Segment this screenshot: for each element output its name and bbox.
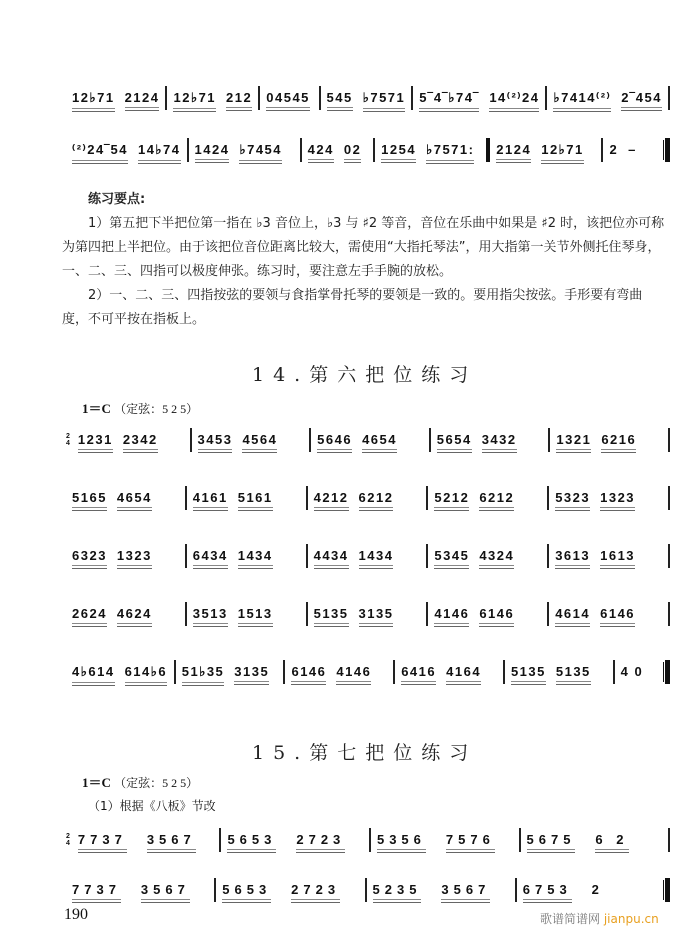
final-barline (665, 138, 670, 162)
note-group: – (628, 142, 637, 157)
measure (176, 664, 284, 686)
measure (187, 490, 306, 511)
section-title: 15.第七把位练习 (252, 742, 478, 764)
note-group: 4 0 (620, 664, 644, 679)
measure (431, 432, 549, 453)
note-group: 4324 (479, 548, 514, 569)
note-group: 6753 (523, 882, 572, 903)
score-row (66, 548, 670, 578)
note-group: 6323 (72, 548, 107, 569)
note-group: 02 (344, 142, 361, 163)
note-group: 2124 (125, 90, 160, 111)
time-signature: 2 4 (66, 433, 70, 447)
barline (668, 486, 670, 510)
note-group: 4624 (117, 606, 152, 627)
note-group: 5323 (555, 490, 590, 511)
note-group: 1424 (195, 142, 230, 163)
score-row (66, 882, 670, 912)
note-group: 12♭71 (72, 90, 115, 112)
note-group: 614♭6 (125, 664, 168, 686)
note-group: 6416 (401, 664, 436, 685)
measure (505, 664, 613, 685)
note-group: 2 (591, 882, 601, 897)
note-group: 1254 (381, 142, 416, 163)
practice-note-item: 1）第五把下半把位第一指在 ♭3 音位上，♭3 与 ♯2 等音，音位在乐曲中如果是 ♯2 时，该把位亦可称为第四把上半把位。由于该把位音位距离比较大，需使用“大指托琴法”，用大指第一关节外侧托住琴身，一、二、三、四指可以极度伸张。练习时，要注意左手手腕的放松。 (62, 216, 665, 279)
note-group: 5135 (556, 664, 591, 685)
note-group: 6146 (600, 606, 635, 627)
note-group: 1434 (238, 548, 273, 569)
score-row (66, 432, 670, 462)
measure (221, 832, 369, 853)
measure (187, 606, 306, 627)
note-group: 4161 (193, 490, 228, 511)
note-group: 6216 (601, 432, 636, 453)
measure (66, 490, 185, 511)
score-row (66, 606, 670, 636)
note-group: 2723 (291, 882, 340, 903)
barline (668, 544, 670, 568)
measure (189, 142, 300, 164)
note-group: 5675 (527, 832, 576, 853)
measure (413, 90, 545, 112)
tuning-label: （定弦：5 2 5） (114, 402, 199, 416)
score-row (66, 832, 670, 862)
note-group: 7576 (446, 832, 495, 853)
measure (66, 882, 214, 903)
practice-note-item: 2）一、二、三、四指按弦的要领与食指掌骨托琴的要领是一致的。要用指尖按弦。手形要有弯曲度，不可平按在指板上。 (62, 288, 643, 327)
note-group: 3567 (147, 832, 196, 853)
note-group: 5235 (373, 882, 422, 903)
measure (66, 606, 185, 627)
measure (308, 606, 427, 627)
note-group: 212 (226, 90, 252, 111)
note-group: 4164 (446, 664, 481, 685)
measure (72, 432, 190, 453)
final-barline (665, 660, 670, 684)
measure (321, 90, 412, 112)
key-label: 1＝C (82, 401, 111, 416)
practice-notes (62, 188, 668, 332)
barline (668, 602, 670, 626)
note-group: 5356 (377, 832, 426, 853)
note-group: 2124 (496, 142, 531, 163)
tuning-label: （定弦：5 2 5） (114, 776, 199, 790)
note-group: 5212 (434, 490, 469, 511)
note-group: 5135 (314, 606, 349, 627)
note-group: 3567 (441, 882, 490, 903)
note-group: 2723 (296, 832, 345, 853)
note-group: 12♭71 (173, 90, 216, 112)
measure (187, 548, 306, 569)
measure (375, 142, 486, 164)
score-row-top-1 (66, 90, 670, 120)
note-group: 5653 (222, 882, 271, 903)
note-group: 7737 (72, 882, 121, 903)
measure (428, 606, 547, 627)
measure (549, 548, 668, 569)
key-signature (82, 398, 198, 417)
note-group: 4212 (314, 490, 349, 511)
note-group: 4654 (117, 490, 152, 511)
measure (547, 90, 668, 112)
measure (308, 490, 427, 511)
note-group: 4146 (434, 606, 469, 627)
note-group: 424 (308, 142, 334, 163)
note-group: 1231 (78, 432, 113, 453)
note-group: 3513 (193, 606, 228, 627)
note-group: 1613 (600, 548, 635, 569)
measure (615, 664, 665, 684)
note-group: 3135 (234, 664, 269, 685)
note-group: 5654 (437, 432, 472, 453)
note-group: 6212 (359, 490, 394, 511)
score-row (66, 664, 670, 694)
measure (603, 142, 665, 162)
note-group: 2624 (72, 606, 107, 627)
measure (66, 142, 187, 164)
measure (517, 882, 665, 903)
note-group: 2‾454 (621, 90, 662, 111)
measure (66, 90, 165, 112)
final-barline (665, 878, 670, 902)
measure (549, 606, 668, 627)
measure (167, 90, 258, 112)
note-group: 1323 (600, 490, 635, 511)
measure (367, 882, 515, 903)
section-subtitle: （1）根据《八板》节改 (88, 799, 216, 813)
note-group: 4614 (555, 606, 590, 627)
note-group: 5345 (434, 548, 469, 569)
note-group: 545 (327, 90, 353, 111)
note-group: 5653 (227, 832, 276, 853)
note-group: 1513 (238, 606, 273, 627)
measure (302, 142, 373, 163)
key-signature (82, 772, 198, 791)
note-group: 6212 (479, 490, 514, 511)
note-group: ♭7571 (363, 90, 406, 112)
page-number: 190 (64, 906, 88, 923)
watermark (540, 910, 659, 927)
note-group: 3567 (141, 882, 190, 903)
score-row (66, 490, 670, 520)
time-signature: 2 4 (66, 833, 70, 847)
note-group: 5165 (72, 490, 107, 511)
measure (216, 882, 364, 903)
barline (668, 428, 670, 452)
note-group: 6146 (291, 664, 326, 685)
note-group: 04545 (266, 90, 310, 111)
measure (308, 548, 427, 569)
key-label: 1＝C (82, 775, 111, 790)
note-group: 1321 (556, 432, 591, 453)
note-group: 3613 (555, 548, 590, 569)
note-group: 51♭35 (182, 664, 225, 686)
barline (668, 86, 670, 110)
note-group: 12♭71 (541, 142, 584, 164)
measure (66, 664, 174, 686)
note-group: 4♭614 (72, 664, 115, 686)
measure (66, 548, 185, 569)
section-title: 14.第六把位练习 (252, 364, 478, 386)
note-group: ♭7571: (426, 142, 474, 164)
measure (521, 832, 669, 853)
note-group: 6 2 (595, 832, 628, 853)
note-group: 5135 (511, 664, 546, 685)
score-row-top-2 (66, 142, 670, 172)
measure (260, 90, 318, 111)
measure (395, 664, 503, 685)
measure (428, 490, 547, 511)
measure (490, 142, 601, 164)
note-group: 3135 (359, 606, 394, 627)
note-group: 3432 (482, 432, 517, 453)
watermark-text: 歌谱简谱网 (540, 912, 601, 926)
measure (549, 490, 668, 511)
note-group: ♭7414⁽²⁾ (553, 90, 611, 112)
measure (371, 832, 519, 853)
measure (72, 832, 220, 853)
note-group: 5161 (238, 490, 273, 511)
note-group: 5646 (317, 432, 352, 453)
measure (311, 432, 429, 453)
note-group: 1323 (117, 548, 152, 569)
note-group: ⁽²⁾24‾54 (72, 142, 128, 164)
practice-notes-heading: 练习要点: (88, 192, 146, 207)
note-group: 4654 (362, 432, 397, 453)
note-group: ♭7454 (239, 142, 282, 164)
note-group: 4146 (336, 664, 371, 685)
note-group: 5‾4‾♭74‾ (419, 90, 479, 112)
note-group: 4564 (242, 432, 277, 453)
note-group: 2 (609, 142, 619, 157)
measure (550, 432, 668, 453)
note-group: 14♭74 (138, 142, 181, 164)
note-group: 14⁽²⁾24 (489, 90, 539, 112)
watermark-domain: jianpu.cn (603, 912, 659, 926)
note-group: 1434 (359, 548, 394, 569)
note-group: 3453 (198, 432, 233, 453)
measure (428, 548, 547, 569)
note-group: 4434 (314, 548, 349, 569)
measure (285, 664, 393, 685)
measure (192, 432, 310, 453)
note-group: 2342 (123, 432, 158, 453)
barline (668, 828, 670, 852)
note-group: 6146 (479, 606, 514, 627)
note-group: 6434 (193, 548, 228, 569)
note-group: 7737 (78, 832, 127, 853)
